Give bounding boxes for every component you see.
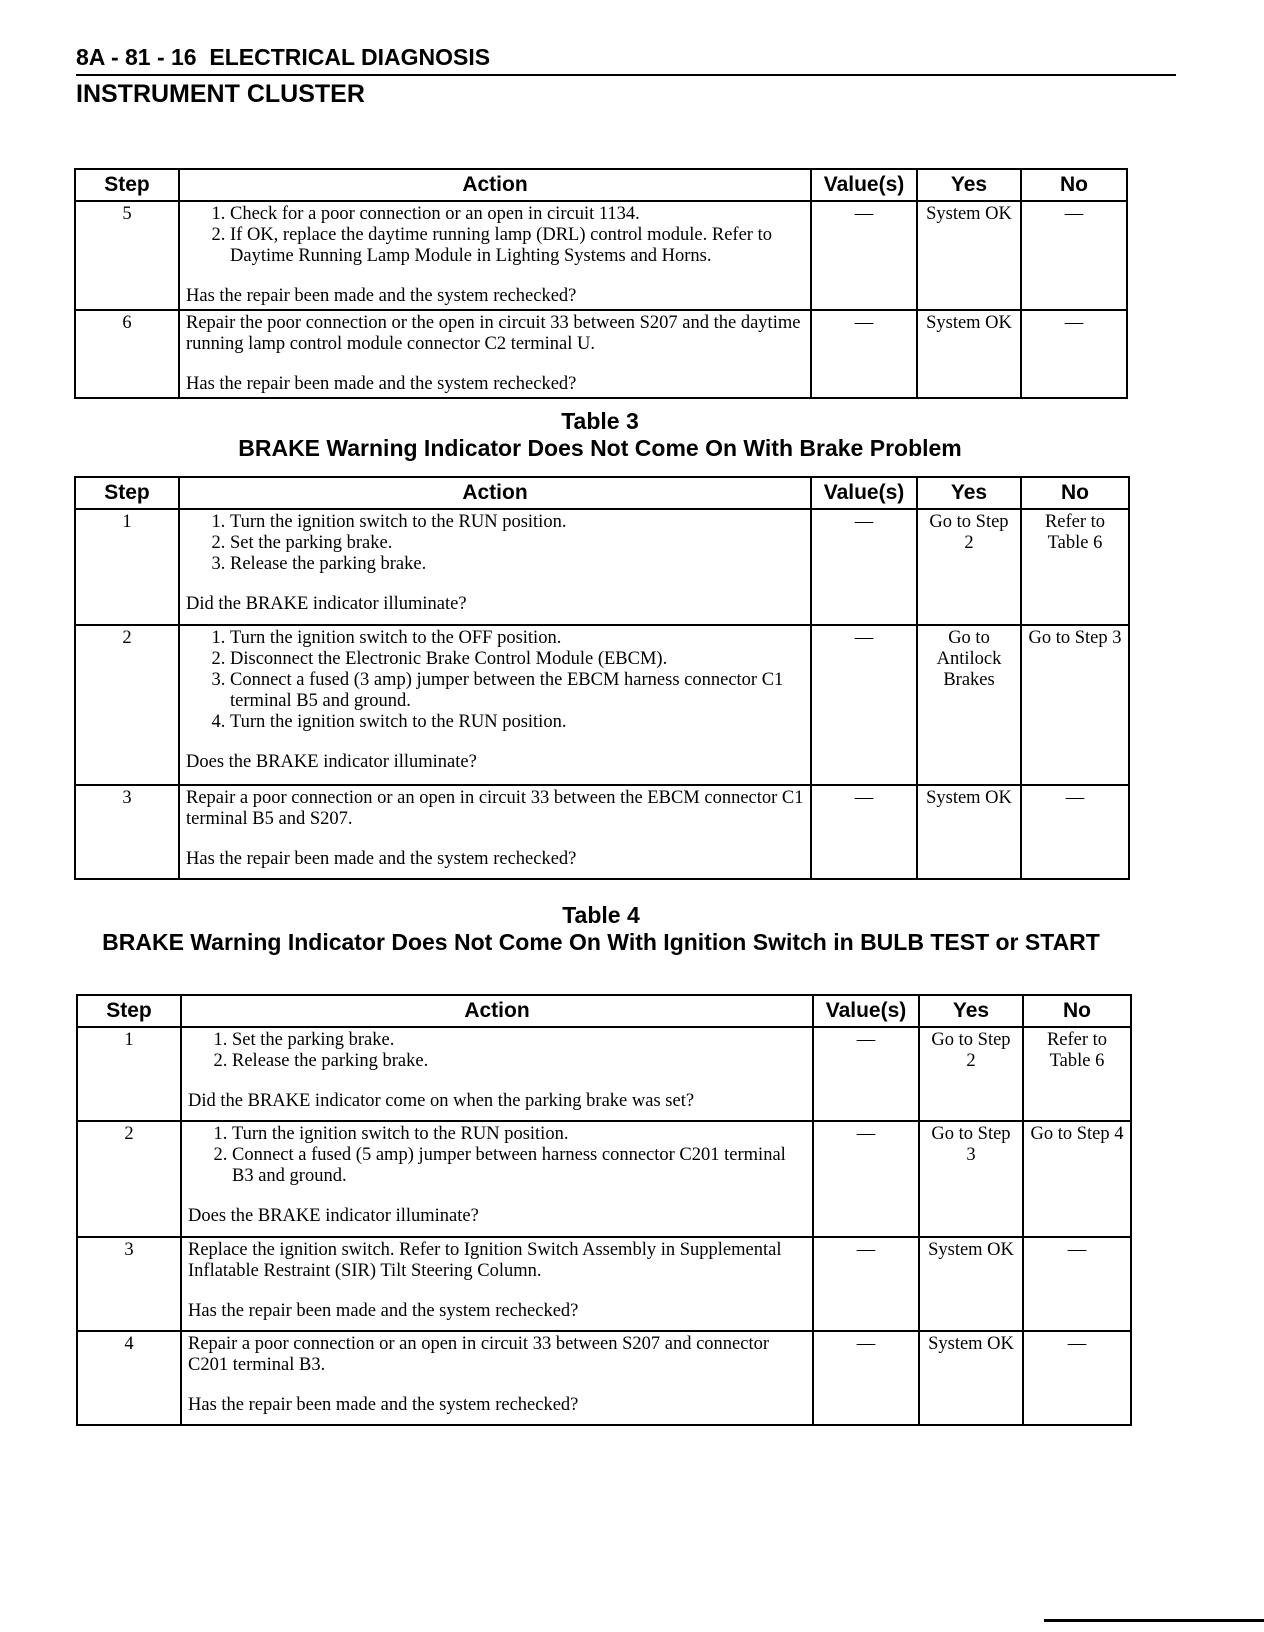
action-cell (179, 509, 811, 625)
action-item: 4. Turn the ignition switch to the RUN position. (230, 712, 804, 733)
action-item: 1. Set the parking brake. (232, 1030, 806, 1051)
action-text: Repair the poor connection or the open in circuit 33 between S207 and the daytime running lamp control module connector C2 terminal U. (186, 313, 801, 354)
yes-cell: Go to Antilock Brakes (917, 625, 1021, 786)
action-question: Did the BRAKE indicator illuminate? (186, 594, 467, 614)
action-item: 1. Turn the ignition switch to the RUN position. (232, 1124, 806, 1145)
col-action-header: Action (179, 477, 811, 509)
action-cell (181, 1237, 813, 1331)
table4-subtitle: BRAKE Warning Indicator Does Not Come On With Ignition Switch in BULB TEST or START (102, 929, 1100, 955)
action-question: Does the BRAKE indicator illuminate? (188, 1205, 479, 1226)
step-number: 1 (77, 1027, 181, 1121)
table-header-row (75, 169, 1127, 201)
table3-caption-block (74, 408, 1126, 462)
action-cell (181, 1331, 813, 1425)
table-row (75, 625, 1129, 786)
action-steps (186, 204, 804, 267)
yes-cell: System OK (917, 201, 1021, 310)
no-cell: Refer to Table 6 (1021, 509, 1129, 625)
step-number: 3 (77, 1237, 181, 1331)
page-ref: 8A - 81 - 16 (76, 44, 197, 70)
table-row (75, 310, 1127, 398)
action-item: 2. If OK, replace the daytime running lamp (DRL) control module. Refer to Daytime Running Lamp Module in Lighting Systems and Horns. (230, 225, 804, 267)
running-head (76, 44, 1176, 71)
table4 (76, 994, 1132, 1426)
no-cell: — (1021, 785, 1129, 879)
col-action-header: Action (179, 169, 811, 201)
action-text: Repair a poor connection or an open in circuit 33 between the EBCM connector C1 terminal B5 and S207. (186, 788, 804, 830)
col-values-header: Value(s) (811, 169, 917, 201)
table4-caption-block (74, 902, 1128, 956)
yes-cell: System OK (919, 1331, 1023, 1425)
action-question: Does the BRAKE indicator illuminate? (186, 751, 477, 772)
action-text: Repair a poor connection or an open in circuit 33 between S207 and connector C201 terminal B3. (188, 1334, 770, 1376)
action-item: 2. Connect a fused (5 amp) jumper between harness connector C201 terminal B3 and ground. (232, 1145, 806, 1187)
step-number: 6 (75, 310, 179, 398)
table-header-row (75, 477, 1129, 509)
col-no-header: No (1021, 169, 1127, 201)
yes-cell: System OK (917, 310, 1021, 398)
col-values-header: Value(s) (813, 995, 919, 1027)
step-number: 2 (77, 1121, 181, 1237)
step-number: 1 (75, 509, 179, 625)
action-steps (188, 1124, 806, 1187)
footer-rule (1044, 1619, 1264, 1622)
action-question: Has the repair been made and the system rechecked? (186, 374, 577, 394)
values-cell: — (813, 1121, 919, 1237)
step-number: 2 (75, 625, 179, 786)
action-steps (186, 628, 804, 733)
action-cell (179, 625, 811, 786)
col-action-header: Action (181, 995, 813, 1027)
table-row (75, 201, 1127, 310)
values-cell: — (813, 1237, 919, 1331)
col-yes-header: Yes (917, 169, 1021, 201)
no-cell: — (1021, 201, 1127, 310)
table3-caption: Table 3 (561, 408, 639, 434)
action-cell (179, 310, 811, 398)
action-item: 1. Turn the ignition switch to the RUN position. (230, 512, 804, 533)
step-number: 3 (75, 785, 179, 879)
values-cell: — (811, 785, 917, 879)
yes-cell: System OK (919, 1237, 1023, 1331)
values-cell: — (813, 1331, 919, 1425)
col-values-header: Value(s) (811, 477, 917, 509)
action-steps (186, 512, 804, 575)
table-row (77, 1237, 1131, 1331)
action-cell (181, 1027, 813, 1121)
action-item: 1. Check for a poor connection or an open in circuit 1134. (230, 204, 804, 225)
action-item: 2. Disconnect the Electronic Brake Control Module (EBCM). (230, 649, 804, 670)
diagnostic-table (74, 168, 1128, 399)
action-question: Has the repair been made and the system rechecked? (188, 1301, 579, 1322)
table-row (75, 785, 1129, 879)
col-step-header: Step (77, 995, 181, 1027)
section-title: INSTRUMENT CLUSTER (76, 80, 365, 108)
yes-cell: Go to Step 2 (917, 509, 1021, 625)
action-item: 2. Set the parking brake. (230, 533, 804, 554)
col-no-header: No (1023, 995, 1131, 1027)
action-text: Replace the ignition switch. Refer to Ignition Switch Assembly in Supplemental Inflatable Restraint (SIR) Tilt Steering Column. (188, 1240, 782, 1282)
no-cell: Refer to Table 6 (1023, 1027, 1131, 1121)
no-cell: — (1023, 1331, 1131, 1425)
chapter-title: ELECTRICAL DIAGNOSIS (209, 44, 491, 70)
values-cell: — (813, 1027, 919, 1121)
col-step-header: Step (75, 169, 179, 201)
table-header-row (77, 995, 1131, 1027)
table-row (75, 509, 1129, 625)
action-cell (179, 785, 811, 879)
table-row (77, 1121, 1131, 1237)
col-yes-header: Yes (919, 995, 1023, 1027)
action-cell (179, 201, 811, 310)
values-cell: — (811, 310, 917, 398)
page-header (76, 44, 1176, 109)
action-question: Has the repair been made and the system rechecked? (186, 849, 577, 870)
action-item: 3. Release the parking brake. (230, 554, 804, 575)
table3 (74, 476, 1130, 880)
table-row (77, 1331, 1131, 1425)
values-cell: — (811, 625, 917, 786)
col-yes-header: Yes (917, 477, 1021, 509)
table4-caption: Table 4 (562, 902, 640, 928)
table3-subtitle: BRAKE Warning Indicator Does Not Come On With Brake Problem (238, 435, 962, 461)
no-cell: — (1023, 1237, 1131, 1331)
action-question: Has the repair been made and the system rechecked? (186, 286, 577, 306)
yes-cell: Go to Step 3 (919, 1121, 1023, 1237)
action-question: Has the repair been made and the system rechecked? (188, 1395, 579, 1416)
action-item: 2. Release the parking brake. (232, 1051, 806, 1072)
table-row (77, 1027, 1131, 1121)
action-cell (181, 1121, 813, 1237)
no-cell: Go to Step 4 (1023, 1121, 1131, 1237)
step-number: 4 (77, 1331, 181, 1425)
action-question: Did the BRAKE indicator come on when the parking brake was set? (188, 1091, 695, 1111)
header-rule (76, 74, 1176, 76)
yes-cell: Go to Step 2 (919, 1027, 1023, 1121)
col-step-header: Step (75, 477, 179, 509)
values-cell: — (811, 509, 917, 625)
values-cell: — (811, 201, 917, 310)
action-steps (188, 1030, 806, 1072)
no-cell: — (1021, 310, 1127, 398)
action-item: 3. Connect a fused (3 amp) jumper between the EBCM harness connector C1 terminal B5 and ground. (230, 670, 804, 712)
step-number: 5 (75, 201, 179, 310)
no-cell: Go to Step 3 (1021, 625, 1129, 786)
yes-cell: System OK (917, 785, 1021, 879)
col-no-header: No (1021, 477, 1129, 509)
action-item: 1. Turn the ignition switch to the OFF position. (230, 628, 804, 649)
